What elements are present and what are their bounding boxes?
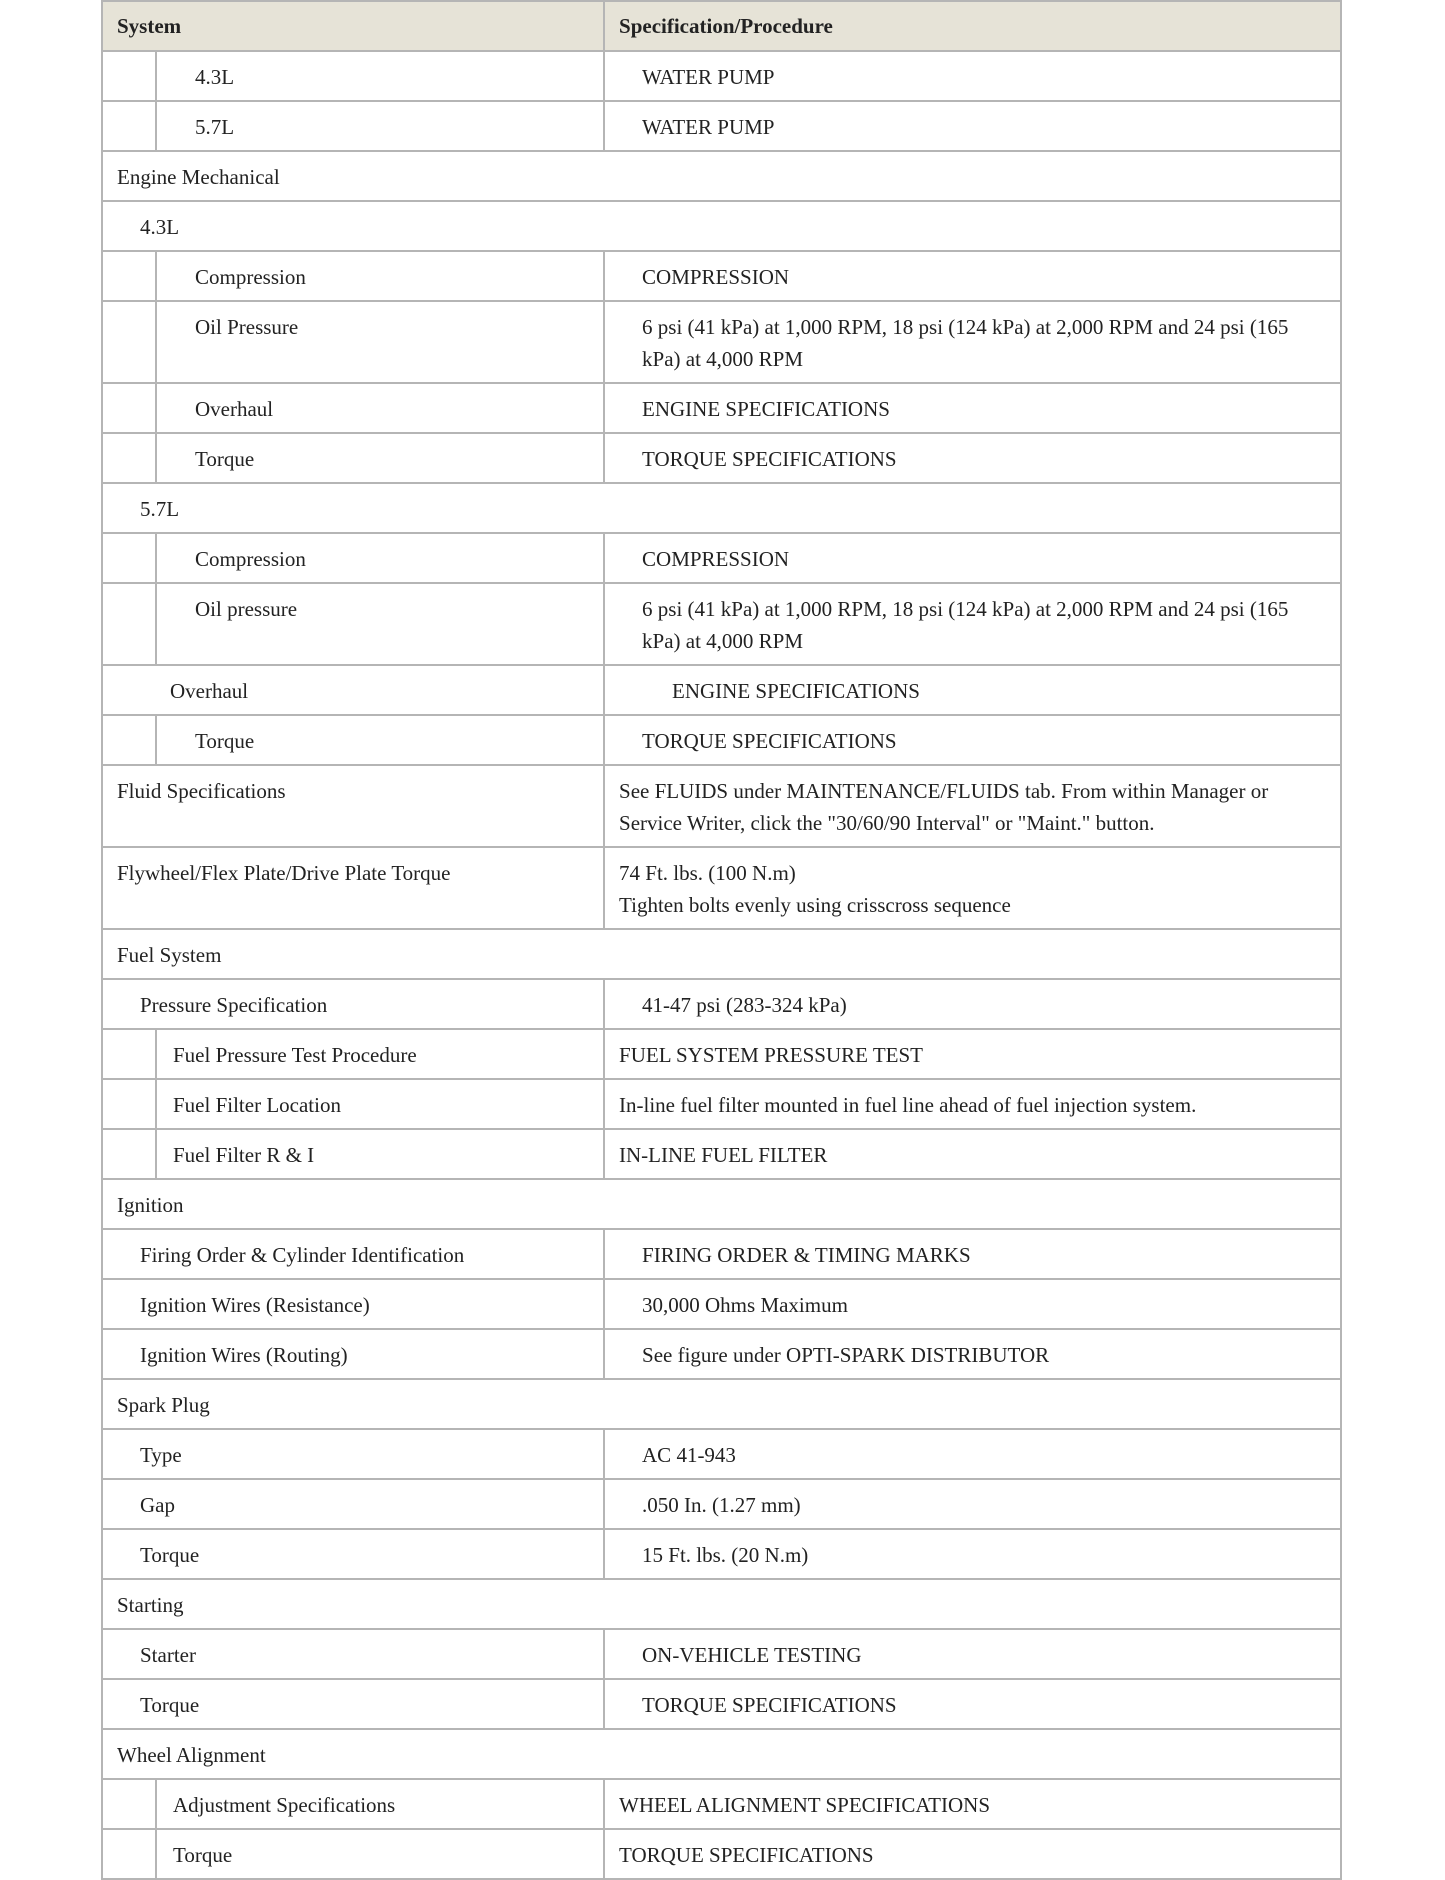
row-label: Fluid Specifications: [102, 765, 604, 847]
row-label: Flywheel/Flex Plate/Drive Plate Torque: [102, 847, 604, 929]
table-row: [102, 101, 1341, 151]
row-spec-link[interactable]: ON-VEHICLE TESTING: [604, 1629, 1341, 1679]
section-heading: Ignition: [102, 1179, 1341, 1229]
row-label: Fuel Pressure Test Procedure: [156, 1029, 604, 1079]
table-row: [102, 1279, 1341, 1329]
row-spec-link[interactable]: TORQUE SPECIFICATIONS: [604, 433, 1341, 483]
row-spec-link[interactable]: ENGINE SPECIFICATIONS: [604, 665, 1341, 715]
row-label: Type: [102, 1429, 604, 1479]
section-row: [102, 1729, 1341, 1779]
table-row: [102, 1079, 1341, 1129]
table-row: [102, 1329, 1341, 1379]
table-row: [102, 251, 1341, 301]
row-spec-link[interactable]: WATER PUMP: [604, 101, 1341, 151]
table-row: [102, 979, 1341, 1029]
indent-cell: [102, 51, 156, 101]
table-row: [102, 1829, 1341, 1879]
row-label: Firing Order & Cylinder Identification: [102, 1229, 604, 1279]
row-spec-value: 30,000 Ohms Maximum: [604, 1279, 1341, 1329]
row-label: Torque: [156, 1829, 604, 1879]
row-spec-value: [604, 847, 1341, 929]
row-spec-value: .050 In. (1.27 mm): [604, 1479, 1341, 1529]
section-row: [102, 1579, 1341, 1629]
row-label: Torque: [156, 715, 604, 765]
row-spec-link[interactable]: WATER PUMP: [604, 51, 1341, 101]
table-row: [102, 1029, 1341, 1079]
indent-cell: [102, 1779, 156, 1829]
indent-cell: [102, 251, 156, 301]
table-row: [102, 533, 1341, 583]
indent-cell: [102, 301, 156, 383]
section-heading: Fuel System: [102, 929, 1341, 979]
table-row: [102, 1629, 1341, 1679]
row-spec-link[interactable]: TORQUE SPECIFICATIONS: [604, 715, 1341, 765]
row-label: Overhaul: [156, 383, 604, 433]
row-label: Adjustment Specifications: [156, 1779, 604, 1829]
row-spec-value: See FLUIDS under MAINTENANCE/FLUIDS tab. From within Manager or Service Writer, click the "30/60/90 Interval" or "Maint." button.: [604, 765, 1341, 847]
table-row: [102, 1229, 1341, 1279]
row-label: 4.3L: [156, 51, 604, 101]
row-label: Pressure Specification: [102, 979, 604, 1029]
row-spec-link[interactable]: FIRING ORDER & TIMING MARKS: [604, 1229, 1341, 1279]
table-row: [102, 583, 1341, 665]
row-spec-link[interactable]: ENGINE SPECIFICATIONS: [604, 383, 1341, 433]
indent-cell: [102, 583, 156, 665]
subsection-row: [102, 201, 1341, 251]
row-label: Torque: [102, 1529, 604, 1579]
indent-cell: [102, 533, 156, 583]
subsection-heading: 4.3L: [102, 201, 1341, 251]
header-system: System: [102, 1, 604, 51]
row-spec-value: 6 psi (41 kPa) at 1,000 RPM, 18 psi (124 kPa) at 2,000 RPM and 24 psi (165 kPa) at 4,000 RPM: [604, 301, 1341, 383]
spec-line: Tighten bolts evenly using crisscross sequence: [619, 893, 1011, 917]
subsection-row: [102, 483, 1341, 533]
row-spec-value: In-line fuel filter mounted in fuel line ahead of fuel injection system.: [604, 1079, 1341, 1129]
section-row: [102, 1179, 1341, 1229]
indent-cell: [102, 383, 156, 433]
row-spec-link[interactable]: IN-LINE FUEL FILTER: [604, 1129, 1341, 1179]
row-spec-link[interactable]: TORQUE SPECIFICATIONS: [604, 1679, 1341, 1729]
indent-cell: [102, 1029, 156, 1079]
table-row: [102, 1679, 1341, 1729]
subsection-heading: 5.7L: [102, 483, 1341, 533]
row-label: Oil Pressure: [156, 301, 604, 383]
table-row: [102, 1129, 1341, 1179]
table-row: [102, 847, 1341, 929]
indent-cell: [102, 101, 156, 151]
section-heading: Starting: [102, 1579, 1341, 1629]
table-row: [102, 433, 1341, 483]
indent-cell: [102, 1079, 156, 1129]
table-row: [102, 715, 1341, 765]
row-label: Torque: [102, 1679, 604, 1729]
table-row: [102, 51, 1341, 101]
specifications-table: [101, 0, 1342, 1880]
table-header-row: [102, 1, 1341, 51]
row-label: Starter: [102, 1629, 604, 1679]
row-spec-value: 41-47 psi (283-324 kPa): [604, 979, 1341, 1029]
row-spec-link[interactable]: WHEEL ALIGNMENT SPECIFICATIONS: [604, 1779, 1341, 1829]
section-heading: Spark Plug: [102, 1379, 1341, 1429]
section-row: [102, 1379, 1341, 1429]
row-label: Gap: [102, 1479, 604, 1529]
row-spec-link[interactable]: COMPRESSION: [604, 533, 1341, 583]
section-heading: Engine Mechanical: [102, 151, 1341, 201]
row-spec-value: 6 psi (41 kPa) at 1,000 RPM, 18 psi (124 kPa) at 2,000 RPM and 24 psi (165 kPa) at 4,000 RPM: [604, 583, 1341, 665]
table-row: [102, 301, 1341, 383]
row-label: Fuel Filter Location: [156, 1079, 604, 1129]
indent-cell: [102, 433, 156, 483]
row-label: Fuel Filter R & I: [156, 1129, 604, 1179]
section-heading: Wheel Alignment: [102, 1729, 1341, 1779]
indent-cell: [102, 715, 156, 765]
indent-cell: [102, 1129, 156, 1179]
row-label: 5.7L: [156, 101, 604, 151]
row-label: Torque: [156, 433, 604, 483]
row-label: Oil pressure: [156, 583, 604, 665]
table-row: [102, 1779, 1341, 1829]
row-spec-value: AC 41-943: [604, 1429, 1341, 1479]
section-row: [102, 929, 1341, 979]
row-label: Ignition Wires (Resistance): [102, 1279, 604, 1329]
table-row: [102, 765, 1341, 847]
table-row: [102, 665, 1341, 715]
table-row: [102, 383, 1341, 433]
table-row: [102, 1429, 1341, 1479]
spec-line: 74 Ft. lbs. (100 N.m): [619, 861, 796, 885]
row-label: Compression: [156, 251, 604, 301]
table-row: [102, 1529, 1341, 1579]
row-spec-value: 15 Ft. lbs. (20 N.m): [604, 1529, 1341, 1579]
row-label: Overhaul: [102, 665, 604, 715]
row-spec-link[interactable]: TORQUE SPECIFICATIONS: [604, 1829, 1341, 1879]
row-spec-link[interactable]: COMPRESSION: [604, 251, 1341, 301]
row-label: Compression: [156, 533, 604, 583]
table-row: [102, 1479, 1341, 1529]
row-spec-link[interactable]: FUEL SYSTEM PRESSURE TEST: [604, 1029, 1341, 1079]
indent-cell: [102, 1829, 156, 1879]
row-spec-value: See figure under OPTI-SPARK DISTRIBUTOR: [604, 1329, 1341, 1379]
section-row: [102, 151, 1341, 201]
row-label: Ignition Wires (Routing): [102, 1329, 604, 1379]
header-specification: Specification/Procedure: [604, 1, 1341, 51]
